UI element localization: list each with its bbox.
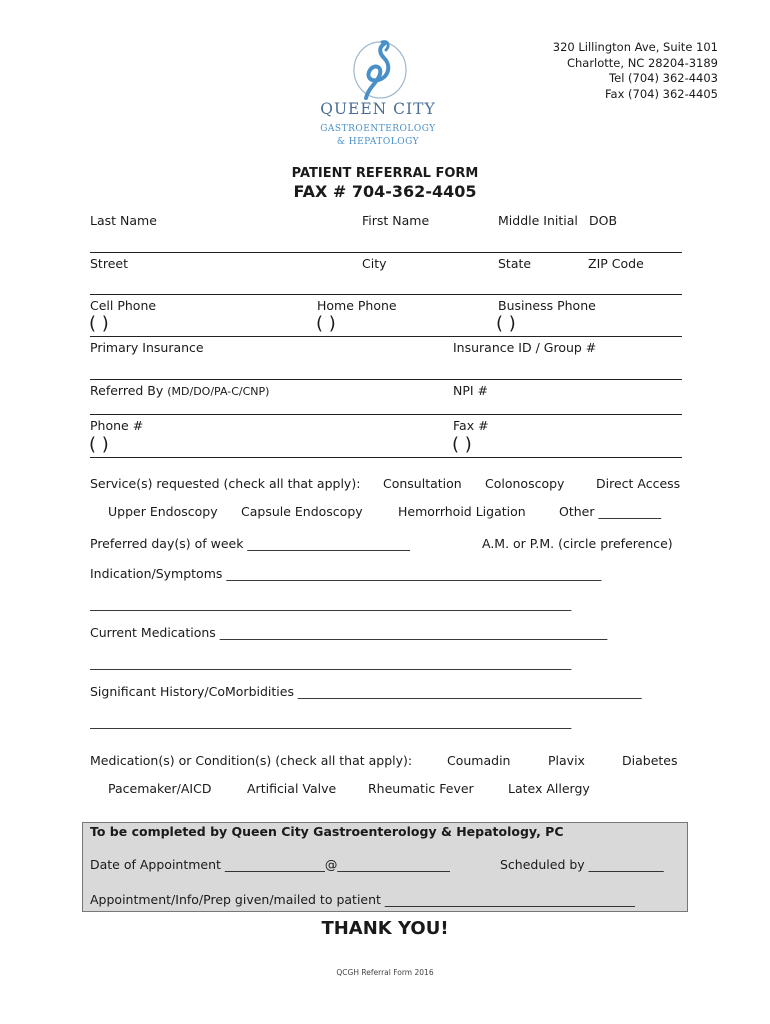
- info-given-field[interactable]: Appointment/Info/Prep given/mailed to patient ________________________________________: [90, 892, 635, 907]
- thank-you-text: THANK YOU!: [321, 918, 449, 939]
- business-phone-label: Business Phone: [498, 298, 596, 313]
- cell-area-code[interactable]: ( ): [89, 313, 109, 334]
- logo-name-line2: GASTROENTEROLOGY: [320, 124, 436, 134]
- referred-by-label: [90, 383, 269, 398]
- medications-field[interactable]: Current Medications ______________________________________________________________: [90, 625, 608, 640]
- condition-rheumatic-fever[interactable]: Rheumatic Fever: [368, 781, 474, 796]
- cell-phone-label: Cell Phone: [90, 298, 157, 313]
- middle-initial-label: Middle Initial: [498, 213, 578, 228]
- service-other[interactable]: Other __________: [559, 504, 661, 519]
- form-id: QCGH Referral Form 2016: [336, 968, 434, 977]
- office-use-heading: To be completed by Queen City Gastroenterology & Hepatology, PC: [90, 824, 564, 839]
- stomach-logo-icon: [318, 36, 438, 106]
- address-tel: Tel (704) 362-4403: [609, 71, 718, 85]
- address-line2: Charlotte, NC 28204-3189: [566, 55, 718, 70]
- insurance-id-label: Insurance ID / Group #: [453, 340, 597, 355]
- fax-heading: FAX # 704-362-4405: [293, 182, 477, 201]
- referrer-fax-area-code[interactable]: ( ): [452, 434, 472, 455]
- condition-diabetes[interactable]: Diabetes: [622, 753, 678, 768]
- medications-field-cont[interactable]: _____________________________________________________________________________: [90, 655, 572, 670]
- appointment-date-field[interactable]: Date of Appointment ________________@__________________: [90, 857, 450, 872]
- service-direct-access[interactable]: Direct Access: [596, 476, 681, 491]
- history-field-cont[interactable]: _____________________________________________________________________________: [90, 714, 572, 729]
- state-label: State: [498, 256, 532, 271]
- referred-by-note: (MD/DO/PA-C/CNP): [167, 385, 270, 398]
- referrer-field-line[interactable]: [90, 414, 682, 415]
- condition-artificial-valve[interactable]: Artificial Valve: [247, 781, 337, 796]
- history-field[interactable]: Significant History/CoMorbidities _______________________________________________________: [90, 684, 642, 699]
- condition-pacemaker[interactable]: Pacemaker/AICD: [108, 781, 212, 796]
- preferred-days-field[interactable]: Preferred day(s) of week __________________________: [90, 536, 410, 551]
- address-field-line[interactable]: [90, 294, 682, 295]
- logo-name-line3: & HEPATOLOGY: [336, 137, 420, 147]
- npi-label: NPI #: [453, 383, 489, 398]
- clinic-logo: [318, 36, 438, 154]
- condition-latex-allergy[interactable]: Latex Allergy: [508, 781, 590, 796]
- address-line1: 320 Lillington Ave, Suite 101: [552, 40, 718, 54]
- insurance-field-line[interactable]: [90, 379, 682, 380]
- last-name-label: Last Name: [90, 213, 157, 228]
- service-upper-endoscopy[interactable]: Upper Endoscopy: [108, 504, 218, 519]
- service-capsule-endoscopy[interactable]: Capsule Endoscopy: [241, 504, 363, 519]
- street-label: Street: [90, 256, 128, 271]
- service-hemorrhoid-ligation[interactable]: Hemorrhoid Ligation: [398, 504, 526, 519]
- conditions-label: Medication(s) or Condition(s) (check all that apply):: [90, 753, 413, 768]
- first-name-label: First Name: [362, 213, 430, 228]
- phone-label: Phone #: [90, 418, 144, 433]
- dob-label: DOB: [589, 213, 618, 228]
- indication-field-cont[interactable]: _____________________________________________________________________________: [90, 596, 572, 611]
- primary-insurance-label: Primary Insurance: [90, 340, 204, 355]
- zip-label: ZIP Code: [588, 256, 644, 271]
- business-area-code[interactable]: ( ): [496, 313, 516, 334]
- address-fax: Fax (704) 362-4405: [604, 86, 718, 101]
- am-pm-preference[interactable]: A.M. or P.M. (circle preference): [482, 536, 673, 551]
- service-colonoscopy[interactable]: Colonoscopy: [485, 476, 565, 491]
- services-label: Service(s) requested (check all that apply):: [90, 476, 361, 491]
- logo-name-line1: QUEEN CITY: [320, 100, 436, 118]
- referrer-phone-area-code[interactable]: ( ): [89, 434, 109, 455]
- home-area-code[interactable]: ( ): [316, 313, 336, 334]
- service-consultation[interactable]: Consultation: [383, 476, 462, 491]
- condition-plavix[interactable]: Plavix: [548, 753, 585, 768]
- indication-field[interactable]: Indication/Symptoms ____________________________________________________________: [90, 566, 602, 581]
- form-title: PATIENT REFERRAL FORM: [291, 166, 479, 181]
- city-label: City: [362, 256, 387, 271]
- condition-coumadin[interactable]: Coumadin: [447, 753, 511, 768]
- referrer-contact-line[interactable]: [90, 457, 682, 458]
- scheduled-by-field[interactable]: Scheduled by ____________: [500, 857, 664, 872]
- clinic-address: [553, 40, 718, 102]
- phone-field-line[interactable]: [90, 336, 682, 337]
- name-field-line[interactable]: [90, 252, 682, 253]
- referred-by-text: Referred By: [90, 383, 164, 398]
- home-phone-label: Home Phone: [317, 298, 397, 313]
- fax-label: Fax #: [453, 418, 489, 433]
